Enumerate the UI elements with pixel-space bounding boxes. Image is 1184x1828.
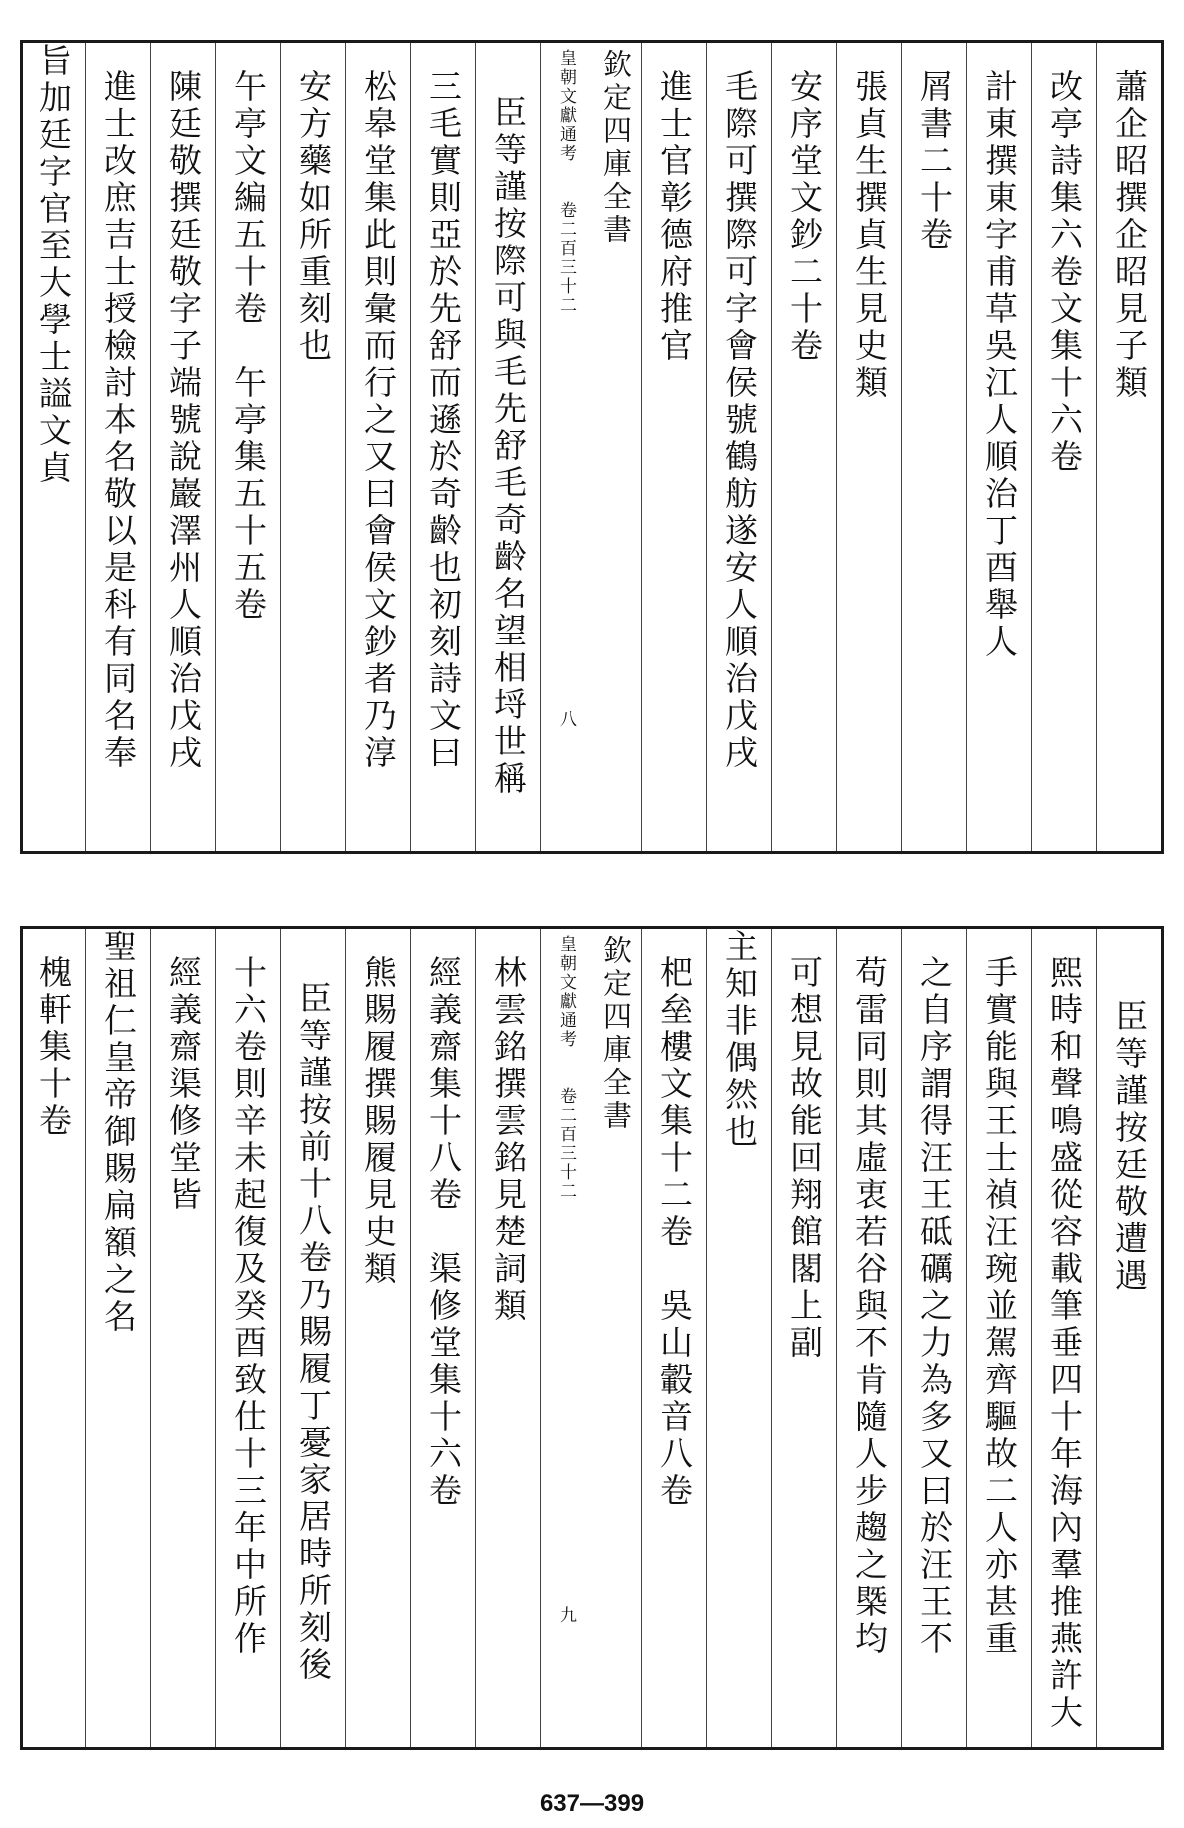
- text-column: 計東撰東字甫草吳江人順治丁酉舉人: [966, 43, 1031, 851]
- text-column: 午亭文編五十卷 午亭集五十五卷: [215, 43, 280, 851]
- book-title: 欽定四庫全書: [599, 935, 633, 1133]
- text-column: 進士改庶吉士授檢討本名敬以是科有同名奉: [85, 43, 150, 851]
- text-column: 經義齋渠修堂皆: [150, 929, 215, 1747]
- text-column: 屑書二十卷: [901, 43, 966, 851]
- text-column: 可想見故能回翔館閣上副: [771, 929, 836, 1747]
- text-column: 臣等謹按廷敬遭遇: [1096, 929, 1161, 1747]
- raised-column: 主知非偶然也: [706, 929, 771, 1747]
- text-column: 松皋堂集此則彙而行之又曰會侯文鈔者乃淳: [345, 43, 410, 851]
- text-column: 林雲銘撰雲銘見楚詞類: [475, 929, 540, 1747]
- text-column: 臣等謹按前十八卷乃賜履丁憂家居時所刻後: [280, 929, 345, 1747]
- text-column: 杷垒樓文集十二卷 吳山轂音八卷: [641, 929, 706, 1747]
- sub-title: 皇朝文獻通考: [556, 935, 576, 1049]
- text-column: 槐軒集十卷: [34, 955, 73, 1140]
- text-column: 陳廷敬撰廷敬字子端號說巖澤州人順治戊戌: [150, 43, 215, 851]
- text-column: 熙時和聲鳴盛從容載筆垂四十年海內羣推燕許大: [1031, 929, 1096, 1747]
- text-columns: [23, 43, 1161, 851]
- text-column: 進士官彰德府推官: [641, 43, 706, 851]
- text-column: 熊賜履撰賜履見史類: [345, 929, 410, 1747]
- folio-number: 八: [556, 710, 576, 731]
- volume-label: 卷二百三十二: [556, 201, 576, 315]
- folio-number: 九: [556, 1606, 576, 1627]
- text-column: 經義齋集十八卷 渠修堂集十六卷: [410, 929, 475, 1747]
- page-frame: [20, 926, 1164, 1750]
- text-column: 安方藥如所重刻也: [280, 43, 345, 851]
- text-column: 安序堂文鈔二十卷: [771, 43, 836, 851]
- sub-title: 皇朝文獻通考: [556, 49, 576, 163]
- page-frame: [20, 40, 1164, 854]
- text-column: 手實能與王士禎汪琬並駕齊驅故二人亦甚重: [966, 929, 1031, 1747]
- center-fold: [540, 929, 641, 1747]
- top-page: [8, 6, 1176, 864]
- text-column: 三毛實則亞於先舒而遜於奇齡也初刻詩文曰: [410, 43, 475, 851]
- text-column: 之自序謂得汪王砥礪之力為多又曰於汪王不: [901, 929, 966, 1747]
- page-footer-number: 637—399: [539, 1790, 645, 1817]
- center-fold: [540, 43, 641, 851]
- bottom-page: [8, 900, 1176, 1755]
- text-column: 臣等謹按際可與毛先舒毛奇齡名望相埒世稱: [475, 43, 540, 851]
- text-column: 改亭詩集六卷文集十六卷: [1031, 43, 1096, 851]
- volume-label: 卷二百三十二: [556, 1087, 576, 1201]
- book-title: 欽定四庫全書: [599, 49, 633, 247]
- text-column: 蕭企昭撰企昭見子類: [1096, 43, 1161, 851]
- text-columns: [23, 929, 1161, 1747]
- raised-column: 聖祖仁皇帝御賜扁額之名: [85, 929, 150, 1747]
- text-column: 張貞生撰貞生見史類: [836, 43, 901, 851]
- raised-column: 旨加廷字官至大學士謚文貞: [34, 43, 73, 487]
- text-column: 毛際可撰際可字會侯號鶴舫遂安人順治戊戌: [706, 43, 771, 851]
- text-column: 苟雷同則其虛衷若谷與不肯隨人步趨之槩均: [836, 929, 901, 1747]
- text-column: 十六卷則辛未起復及癸酉致仕十三年中所作: [215, 929, 280, 1747]
